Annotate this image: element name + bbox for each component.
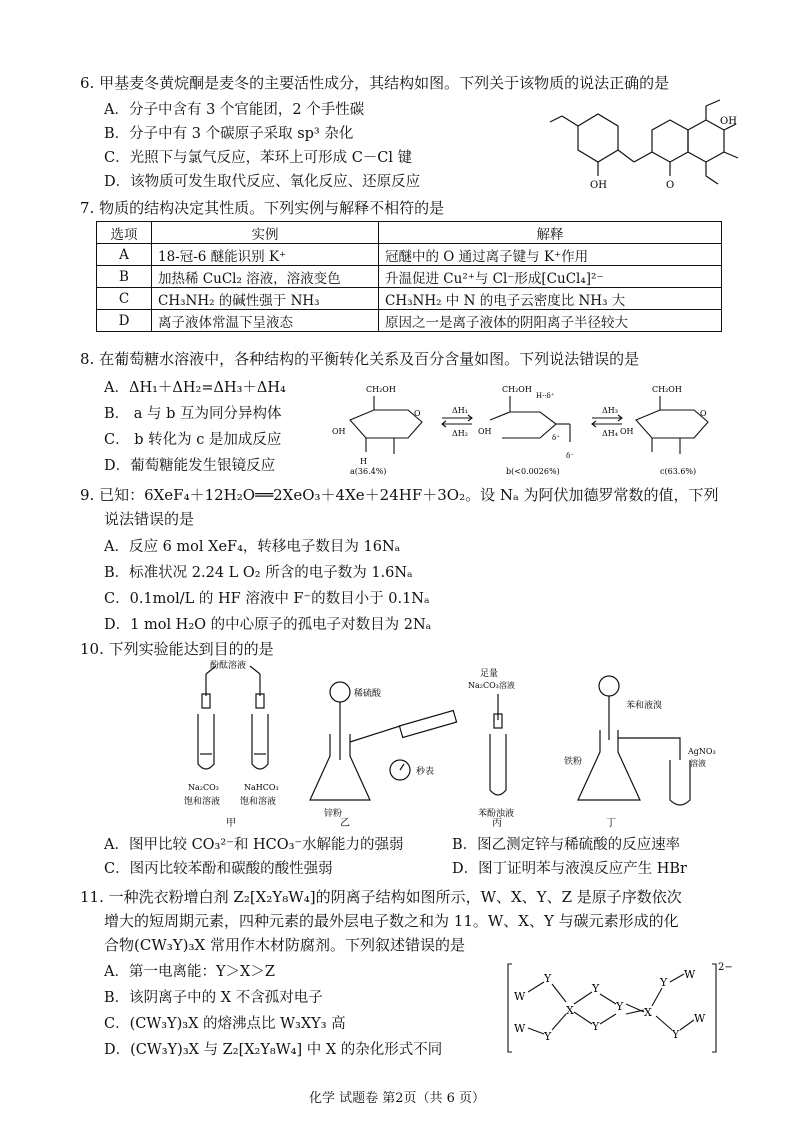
q8-dh3: ΔH₃ — [602, 406, 618, 415]
table-cell: 离子液体常温下呈液态 — [152, 310, 379, 332]
q8-b-oh: OH — [478, 427, 492, 436]
table-cell: 升温促进 Cu²⁺与 Cl⁻形成[CuCl₄]²⁻ — [379, 266, 722, 288]
q10-label-jia: 甲 — [226, 818, 236, 829]
q6-option-a: A．分子中含有 3 个官能团，2 个手性碳 — [104, 102, 365, 118]
q8-b-hdplus: H··δ⁺ — [536, 392, 555, 400]
table-cell: CH₃NH₂ 中 N 的电子云密度比 NH₃ 大 — [379, 288, 722, 310]
q11-w-label: W — [684, 968, 696, 981]
q9-option-d: D．1 mol H₂O 的中心原子的孤电子对数目为 2Nₐ — [104, 617, 432, 633]
q10-label-benzene-br: 苯和液溴 — [626, 701, 663, 711]
q11-x-label: X — [644, 1006, 652, 1019]
table-header-row — [97, 222, 722, 244]
q6-oh-label-2: OH — [720, 116, 737, 127]
q11-y-label: Y — [616, 1000, 624, 1013]
table-row — [97, 266, 722, 288]
q9-option-c: C．0.1mol/L 的 HF 溶液中 F⁻的数目小于 0.1Nₐ — [104, 591, 430, 607]
q10-option-c: C．图丙比较苯酚和碳酸的酸性强弱 — [104, 861, 333, 877]
q10-label-stopwatch: 秒表 — [416, 767, 435, 777]
q10-label-phenol: 苯酚浊液 — [478, 809, 515, 819]
q6-oh-label-1: OH — [590, 180, 607, 191]
q11-y-label: Y — [660, 976, 668, 989]
q8-c-oh: OH — [620, 427, 634, 436]
table-cell: 加热稀 CuCl₂ 溶液，溶液变色 — [152, 266, 379, 288]
q7-stem: 7. 物质的结构决定其性质。下列实例与解释不相符的是 — [80, 199, 445, 217]
q11-stem-line2: 增大的短周期元素，四种元素的最外层电子数之和为 11。W、X、Y 与碳元素形成的化 — [104, 912, 679, 930]
q10-label-sat2: 饱和溶液 — [240, 797, 277, 807]
q6-structure-diagram — [548, 96, 748, 198]
q6-stem: 6. 甲基麦冬黄烷酮是麦冬的主要活性成分，其结构如图。下列关于该物质的说法正确的是 — [80, 74, 670, 92]
q10-option-a: A．图甲比较 CO₃²⁻和 HCO₃⁻水解能力的强弱 — [104, 837, 404, 853]
q8-dh2: ΔH₂ — [452, 429, 468, 438]
table-cell: B — [97, 266, 152, 288]
q6-o-label: O — [666, 180, 675, 191]
q11-w-label: W — [514, 1022, 526, 1035]
table-row — [97, 244, 722, 266]
q8-option-c: C． b 转化为 c 是加成反应 — [104, 432, 282, 448]
page-footer: 化学 试题卷 第2页（共 6 页） — [308, 1091, 486, 1106]
q8-a-ch2oh: CH₂OH — [366, 385, 396, 394]
q8-equilibrium-diagram — [330, 376, 730, 480]
q10-label-ding: 丁 — [606, 818, 616, 829]
table-header-cell: 实例 — [152, 222, 379, 244]
q8-c-ch2oh: CH₂OH — [652, 385, 682, 394]
table-cell: D — [97, 310, 152, 332]
q11-charge: 2− — [718, 962, 733, 973]
q8-label-c: c(63.6%) — [660, 467, 697, 476]
q8-dh4: ΔH₄ — [602, 429, 618, 438]
q10-label-agno3: AgNO₃ — [688, 747, 716, 756]
q10-label-excess: 足量 — [480, 669, 499, 679]
table-cell: 18-冠-6 醚能识别 K⁺ — [152, 244, 379, 266]
q10-apparatus-diagram — [160, 660, 730, 830]
q11-w-label: W — [514, 990, 526, 1003]
q8-option-a: A．ΔH₁＋ΔH₂=ΔH₃＋ΔH₄ — [104, 380, 286, 396]
q10-label-phenolphthalein: 酚酞溶液 — [210, 661, 247, 671]
q8-c-o: O — [700, 409, 707, 418]
q8-b-ch2oh: CH₂OH — [502, 385, 532, 394]
q10-stem: 10. 下列实验能达到目的的是 — [80, 640, 274, 658]
q9-stem-line2: 说法错误的是 — [104, 510, 195, 528]
table-row — [97, 310, 722, 332]
q11-x-label: X — [566, 1004, 574, 1017]
q9-option-b: B．标准状况 2.24 L O₂ 所含的电子数为 1.6Nₐ — [104, 565, 413, 581]
q11-y-label: Y — [592, 1020, 600, 1033]
table-cell: 冠醚中的 O 通过离子键与 K⁺作用 — [379, 244, 722, 266]
q10-label-iron: 铁粉 — [564, 757, 583, 767]
q11-y-label: Y — [544, 972, 552, 985]
q10-label-dilute-acid: 稀硫酸 — [354, 689, 382, 699]
q8-label-a: a(36.4%) — [350, 467, 387, 476]
q8-stem: 8. 在葡萄糖水溶液中，各种结构的平衡转化关系及百分含量如图。下列说法错误的是 — [80, 350, 640, 368]
table-header-cell: 解释 — [379, 222, 722, 244]
table-cell: A — [97, 244, 152, 266]
q10-option-d: D．图丁证明苯与液溴反应产生 HBr — [452, 861, 687, 877]
q10-label-nahco3: NaHCO₃ — [244, 783, 279, 792]
table-header-cell: 选项 — [97, 222, 152, 244]
table-cell: CH₃NH₂ 的碱性强于 NH₃ — [152, 288, 379, 310]
q7-table — [96, 221, 722, 332]
q9-option-a: A．反应 6 mol XeF₄，转移电子数目为 16Nₐ — [104, 539, 401, 555]
q9-stem-line1: 9. 已知：6XeF₄＋12H₂O══2XeO₃＋4Xe＋24HF＋3O₂。设 Nₐ 为阿伏加德罗常数的值，下列 — [80, 486, 719, 504]
q10-label-yi: 乙 — [340, 818, 350, 829]
table-cell: C — [97, 288, 152, 310]
q11-option-c: C．(CW₃Y)₃X 的熔沸点比 W₃XY₃ 高 — [104, 1016, 346, 1032]
q10-label-agno3-sol: 溶液 — [690, 759, 706, 768]
q8-dh1: ΔH₁ — [452, 406, 468, 415]
q10-label-bing: 丙 — [492, 818, 502, 829]
q6-option-c: C．光照下与氯气反应，苯环上可形成 C－Cl 键 — [104, 150, 413, 166]
q11-option-a: A．第一电离能：Y＞X＞Z — [104, 964, 275, 980]
q6-option-d: D．该物质可发生取代反应、氧化反应、还原反应 — [104, 174, 421, 190]
q10-label-zinc: 锌粉 — [324, 809, 343, 819]
q10-label-sat1: 饱和溶液 — [184, 797, 221, 807]
q8-b-dplus: δ⁺ — [552, 434, 560, 442]
q8-a-h: H — [360, 457, 367, 466]
q8-option-d: D．葡萄糖能发生银镜反应 — [104, 458, 276, 474]
q8-b-dminus: δ⁻ — [566, 452, 574, 460]
q11-option-d: D．(CW₃Y)₃X 与 Z₂[X₂Y₈W₄] 中 X 的杂化形式不同 — [104, 1042, 443, 1058]
table-cell: 原因之一是离子液体的阴阳离子半径较大 — [379, 310, 722, 332]
table-row — [97, 288, 722, 310]
q11-option-b: B．该阴离子中的 X 不含孤对电子 — [104, 990, 323, 1006]
q11-w-label: W — [694, 1012, 706, 1025]
q10-label-na2co3: Na₂CO₃ — [188, 783, 219, 792]
q8-option-b: B． a 与 b 互为同分异构体 — [104, 406, 282, 422]
q8-a-o: O — [414, 409, 421, 418]
q11-anion-structure — [506, 958, 738, 1058]
q6-option-b: B．分子中有 3 个碳原子采取 sp³ 杂化 — [104, 126, 354, 142]
q11-y-label: Y — [592, 982, 600, 995]
q10-option-b: B．图乙测定锌与稀硫酸的反应速率 — [452, 837, 681, 853]
q10-label-na2co3-sol: Na₂CO₃溶液 — [468, 681, 515, 690]
q8-label-b: b(<0.0026%) — [506, 467, 560, 476]
q11-stem-line1: 11. 一种洗衣粉增白剂 Z₂[X₂Y₈W₄]的阴离子结构如图所示，W、X、Y、Z 是原子序数依次 — [80, 888, 682, 906]
q11-y-label: Y — [544, 1030, 552, 1043]
q11-stem-line3: 合物(CW₃Y)₃X 常用作木材防腐剂。下列叙述错误的是 — [104, 936, 465, 954]
q8-a-oh: OH — [332, 427, 346, 436]
q11-y-label: Y — [672, 1028, 680, 1041]
